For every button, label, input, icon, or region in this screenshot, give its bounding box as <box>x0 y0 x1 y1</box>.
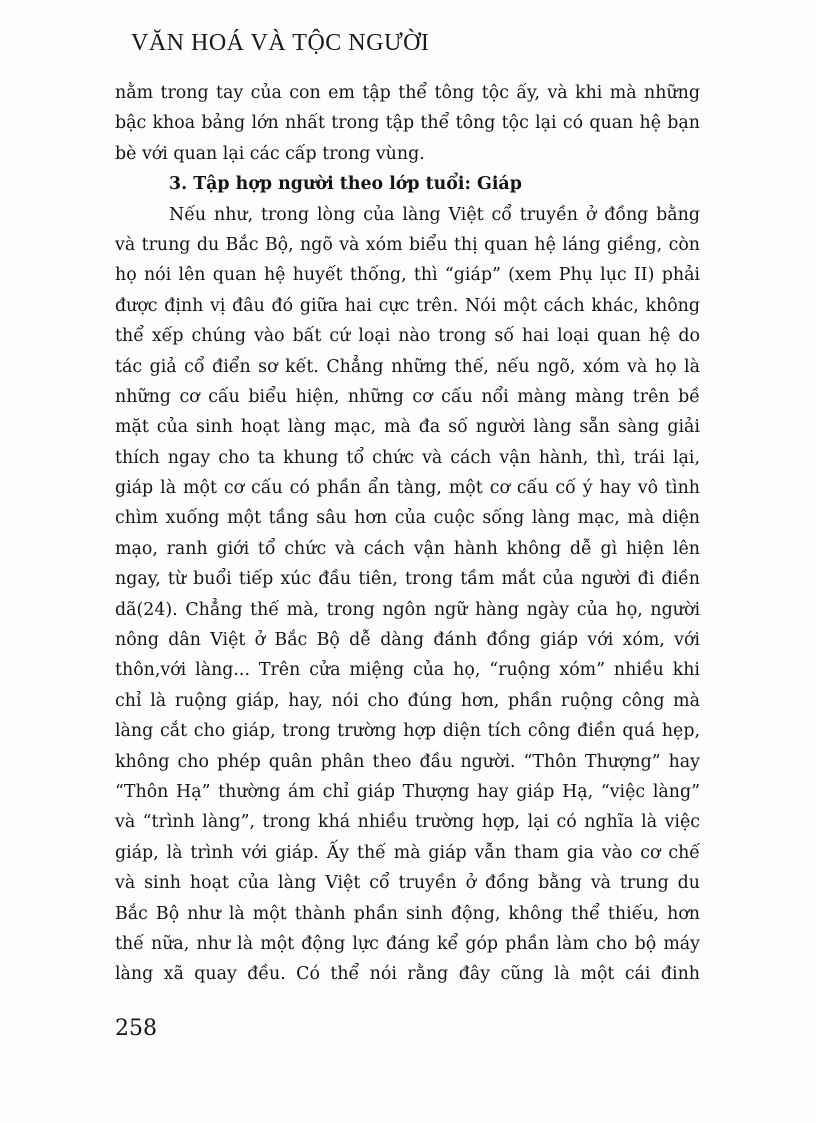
text-line: và sinh hoạt của làng Việt cổ truyền ở đồng bằng và trung du <box>115 873 700 894</box>
text-line: mặt của sinh hoạt làng mạc, mà đa số người làng sẵn sàng giải <box>115 417 700 438</box>
text-line: những cơ cấu biểu hiện, những cơ cấu nổi màng màng trên bề <box>115 386 700 407</box>
text-line: họ nói lên quan hệ huyết thống, thì “giáp” (xem Phụ lục II) phải <box>115 265 700 286</box>
text-line: bậc khoa bảng lớn nhất trong tập thể tông tộc lại có quan hệ bạn <box>115 113 700 134</box>
page-number: 258 <box>115 1016 157 1041</box>
text-line: giáp, là trình với giáp. Ấy thế mà giáp vẫn tham gia vào cơ chế <box>115 842 700 863</box>
body-text <box>115 78 700 990</box>
text-line: không cho phép quân phân theo đầu người. “Thôn Thượng” hay <box>115 751 700 772</box>
text-line: ngay, từ buổi tiếp xúc đầu tiên, trong tầm mắt của người đi điền <box>115 569 700 590</box>
text-line: tác giả cổ điển sơ kết. Chẳng những thế, nếu ngõ, xóm và họ là <box>115 356 700 377</box>
section-heading: 3. Tập hợp người theo lớp tuổi: Giáp <box>169 174 522 195</box>
text-line: Bắc Bộ như là một thành phần sinh động, không thể thiếu, hơn <box>115 903 700 924</box>
running-head: VĂN HOÁ VÀ TỘC NGƯỜI <box>131 30 430 56</box>
text-line: giáp là một cơ cấu có phần ẩn tàng, một cơ cấu cố ý hay vô tình <box>115 478 700 499</box>
text-line: thôn,với làng... Trên cửa miệng của họ, “ruộng xóm” nhiều khi <box>115 660 700 681</box>
text-line: chỉ là ruộng giáp, hay, nói cho đúng hơn, phần ruộng công mà <box>115 690 700 711</box>
text-line: và “trình làng”, trong khá nhiều trường hợp, lại có nghĩa là việc <box>115 812 700 833</box>
text-line: thích ngay cho ta khung tổ chức và cách vận hành, thì, trái lại, <box>115 447 700 468</box>
text-line: thể xếp chúng vào bất cứ loại nào trong số hai loại quan hệ do <box>115 326 700 347</box>
text-line: mạo, ranh giới tổ chức và cách vận hành không dễ gì hiện lên <box>115 538 700 559</box>
text-line: dã(24). Chẳng thế mà, trong ngôn ngữ hàng ngày của họ, người <box>115 599 700 620</box>
text-line: nằm trong tay của con em tập thể tông tộc ấy, và khi mà những <box>115 83 700 103</box>
text-line: được định vị đâu đó giữa hai cực trên. Nói một cách khác, không <box>115 295 700 316</box>
text-line: thế nữa, như là một động lực đáng kể góp phần làm cho bộ máy <box>115 933 700 954</box>
text-line: làng cắt cho giáp, trong trường hợp diện tích công điền quá hẹp, <box>115 721 700 742</box>
text-line: Nếu như, trong lòng của làng Việt cổ truyền ở đồng bằng <box>169 204 700 225</box>
text-line: làng xã quay đều. Có thể nói rằng đây cũng là một cái đinh <box>115 964 700 985</box>
text-line: “Thôn Hạ” thường ám chỉ giáp Thượng hay giáp Hạ, “việc làng” <box>115 781 700 802</box>
text-line: nông dân Việt ở Bắc Bộ dễ dàng đánh đồng giáp với xóm, với <box>115 630 700 651</box>
text-line: bè với quan lại các cấp trong vùng. <box>115 143 425 164</box>
text-line: và trung du Bắc Bộ, ngõ và xóm biểu thị quan hệ láng giềng, còn <box>115 234 700 255</box>
text-line: chìm xuống một tầng sâu hơn của cuộc sống làng mạc, mà diện <box>115 508 700 529</box>
